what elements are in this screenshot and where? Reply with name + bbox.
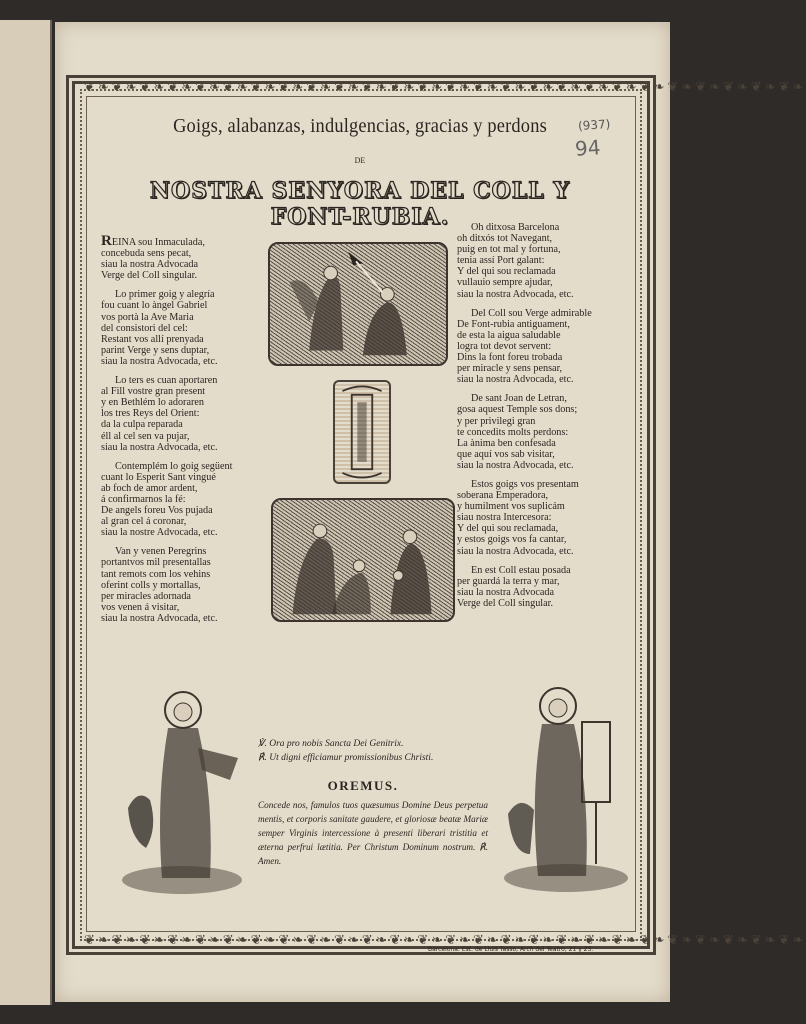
verse-line: al Fill vostre gran present — [101, 386, 206, 398]
verse-line: Restant vos allí prenyada — [101, 333, 204, 345]
stanza — [457, 479, 627, 557]
verse-line: Lo primer goig y alegría — [115, 289, 215, 301]
verse-line: éll al cel sen va pujar, — [101, 430, 190, 442]
verse-line — [101, 233, 271, 249]
verse-line: per miracle y sens pensar, — [457, 363, 563, 375]
verse-line: Contemplém lo goig següent — [115, 460, 233, 472]
handwritten-note-number: 94 — [574, 135, 602, 161]
verse-line: y per privilegi gran — [457, 415, 536, 427]
stanza — [101, 546, 271, 624]
verse-line: y humilment vos suplicám — [457, 501, 565, 513]
verse-line: Van y venen Peregrins — [115, 546, 207, 558]
verse-line: te concedits molts perdons: — [457, 426, 569, 438]
verse-line: ab foch de amor ardent, — [101, 482, 198, 494]
top-border-ornament: ❦❧❦❧❦❧❦❧❦❧❦❧❦❧❦❧❦❧❦❧❦❧❦❧❦❧❦❧❦❧❦❧❦❧❦❧❦❧❦❧❦❧❦❧❦❧❦❧❦❧❦❧ — [84, 80, 806, 95]
verse-line: siau nostra Intercesora: — [457, 512, 552, 524]
verse-line: En est Coll estau posada — [471, 564, 571, 576]
verse-line: Verge del Coll singular. — [101, 270, 198, 282]
verse-line: siau la nostra Advocada — [457, 586, 555, 598]
verse-line: puig en tot mal y fortuna, — [457, 244, 561, 256]
stanza — [101, 461, 271, 539]
title-line-1: Goigs, alabanzas, indulgencias, gracias y perdons — [173, 115, 547, 137]
verse-line: vos portà la Ave Maria — [101, 311, 194, 323]
title-line-2: NOSTRA SENYORA DEL COLL Y FONT-RUBIA. — [149, 178, 571, 230]
verse-line: y estos goigs vos fa cantar, — [457, 534, 567, 546]
verse-line: de esta la aigua saludable — [457, 329, 561, 341]
verse-line: siau la nostra Advocada, etc. — [457, 288, 574, 300]
verse-line: per guardá la terra y mar, — [457, 575, 560, 587]
verse-line: tant remots com los vehins — [101, 568, 211, 580]
left-verse-column — [101, 233, 271, 632]
verse-line: Estos goigs vos presentam — [471, 478, 579, 490]
printer-imprint: Barcelona: Est. de Lluis Tasso, Arch del Teatro, 21 y 23. — [428, 946, 594, 953]
verse-line: Oh ditxosa Barcelona — [471, 222, 560, 233]
verse-line: cuant lo Esperit Sant vingué — [101, 471, 216, 483]
verse-line: y en Bethlém lo adoraren — [101, 397, 204, 409]
verse-line: Lo ters es cuan aportaren — [115, 375, 218, 387]
verse-line: vos venen á visitar, — [101, 601, 180, 613]
versicle-2: ℟. Ut digni efficiamur promissionibus Christi. — [258, 753, 434, 763]
verse-line: oh ditxós tot Navegant, — [457, 233, 553, 245]
verse-line: logra tot devot servent: — [457, 340, 552, 352]
oremus-heading: OREMUS. — [327, 778, 399, 793]
verse-line: concebuda sens pecat, — [101, 248, 192, 260]
stanza — [457, 393, 627, 471]
verse-line: del consistori del cel: — [101, 322, 188, 334]
saint-luke-figure — [500, 684, 632, 896]
verse-line: fou cuant lo àngel Gabriel — [101, 300, 208, 312]
verse-line: siau la nostra Advocada, etc. — [457, 459, 574, 471]
verse-line: portantvos mil presentallas — [101, 557, 211, 569]
verse-line: gosa aquest Temple sos dons; — [457, 404, 578, 416]
oremus-prayer: Concede nos, famulos tuos quæsumus Domine Deus perpetua mentis, et corporis sanitate gaudere, et gloriosæ beatæ Mariæ semper Virginis intercessione à presenti liberari tristitia et æterna perfrui lætitia. Per Christum Dominum nostrum. ℟. Amen. — [258, 800, 488, 866]
stanza — [101, 233, 271, 282]
verse-line: siau la nostra Advocada, etc. — [101, 441, 218, 453]
right-verse-column — [457, 222, 627, 617]
verse-line: De angels foreu Vos pujada — [101, 505, 213, 517]
verse-line: que aquí vos sab visitar, — [457, 448, 555, 460]
stanza — [101, 289, 271, 367]
verse-line: oferint colls y mortallas, — [101, 579, 201, 591]
versicle-1: ℣. Ora pro nobis Sancta Dei Genitrix. — [258, 739, 404, 749]
verse-line: vullauio sempre ajudar, — [457, 277, 553, 289]
saint-john-evangelist-figure — [118, 688, 246, 898]
central-ornament — [333, 380, 391, 484]
bottom-border-ornament: ❦❧❦❧❦❧❦❧❦❧❦❧❦❧❦❧❦❧❦❧❦❧❦❧❦❧❦❧❦❧❦❧❦❧❦❧❦❧❦❧❦❧❦❧❦❧❦❧❦❧❦❧ — [84, 933, 806, 948]
verse-line: La ànima ben confesada — [457, 437, 556, 449]
verse-line: los tres Reys del Orient: — [101, 408, 200, 420]
verse-line: per miracles adornada — [101, 590, 191, 602]
stanza — [457, 222, 627, 300]
verse-line: Dins la font foreu trobada — [457, 352, 563, 364]
stanza — [457, 565, 627, 609]
verse-line: Y del qui sou reclamada — [457, 266, 556, 278]
verse-line: siau la nostra Advocada, etc. — [101, 355, 218, 367]
verse-line: siau la nostra Advocada, etc. — [457, 545, 574, 557]
verse-line: siau la nostre Advocada, etc. — [101, 527, 218, 539]
verse-line: da la culpa reparada — [101, 419, 183, 431]
previous-page-edge — [0, 20, 52, 1005]
verse-line: siau la nostra Advocada, etc. — [457, 374, 574, 386]
verse-line: á confirmarnos la fé: — [101, 493, 186, 505]
handwritten-note-catalog: (937) — [577, 116, 611, 134]
verse-line: De sant Joan de Letran, — [471, 393, 567, 405]
stanza — [457, 308, 627, 386]
verse-line: Del Coll sou Verge admirable — [471, 307, 592, 319]
verse-line: parint Verge y sens duptar, — [101, 344, 210, 356]
verse-line: Verge del Coll singular. — [457, 597, 554, 609]
stanza — [101, 375, 271, 453]
verse-line: tenia assí Port galant: — [457, 255, 545, 267]
verse-line: siau la nostra Advocada — [101, 259, 199, 271]
verse-line: De Font-rubia antiguament, — [457, 318, 570, 330]
verse-line: Y del qui sou reclamada, — [457, 523, 559, 535]
verse-line: soberana Emperadora, — [457, 490, 549, 502]
verse-line: al gran cel á coronar, — [101, 516, 187, 528]
verse-line: siau la nostra Advocada, etc. — [101, 612, 218, 624]
adoration-engraving — [271, 498, 455, 622]
annunciation-engraving — [268, 242, 448, 366]
title-de: DE — [354, 156, 366, 165]
verse-line-text: EINA sou Inmaculada, — [111, 237, 205, 248]
drop-cap: R — [101, 233, 112, 249]
